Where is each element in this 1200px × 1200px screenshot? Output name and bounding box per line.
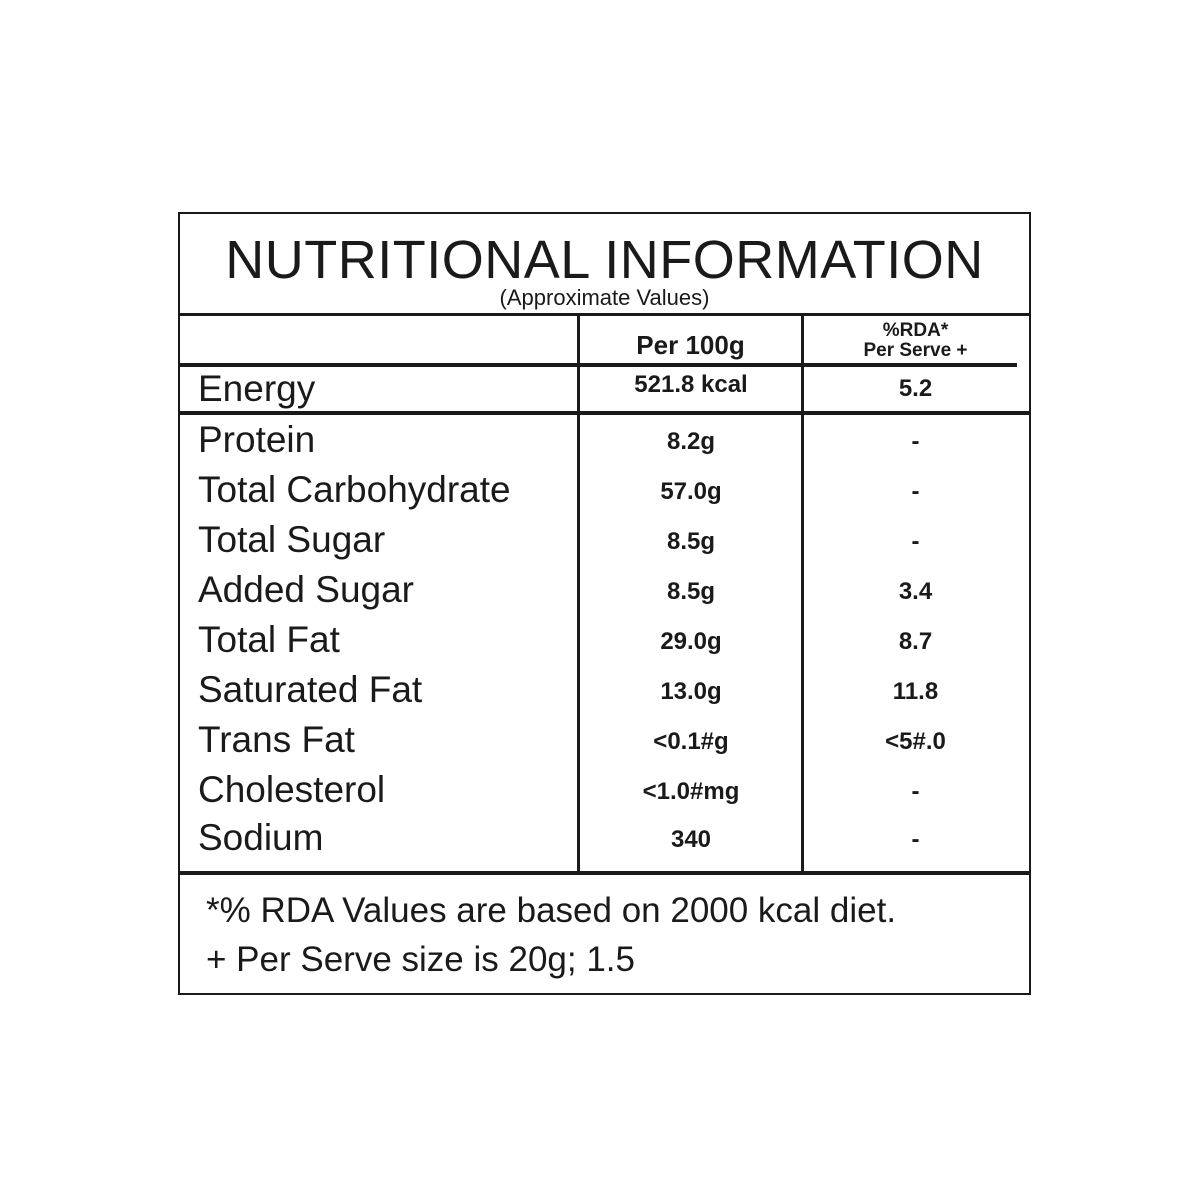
nutrient-per100: 29.0g (660, 628, 722, 655)
nutrient-row-sodium (180, 816, 1029, 866)
nutrient-row-added-sugar (180, 568, 1029, 618)
nutrient-name: Cholesterol (198, 769, 386, 810)
nutrient-per100: <0.1#g (653, 728, 729, 755)
nutrient-name: Protein (198, 419, 316, 460)
energy-rda: 5.2 (898, 375, 933, 402)
nutrient-rda: 3.4 (898, 578, 933, 605)
nutrient-per100: 8.5g (666, 578, 716, 605)
column-header-rda-line2: Per Serve + (863, 340, 968, 361)
nutrient-name: Total Sugar (198, 519, 386, 560)
nutrient-row-cholesterol (180, 768, 1029, 818)
nutrient-rda: - (911, 528, 920, 555)
nutrient-name: Saturated Fat (198, 669, 423, 710)
nutrient-rda: - (911, 778, 920, 805)
nutrient-per100: 8.2g (666, 428, 716, 455)
nutrient-rda: 8.7 (898, 628, 933, 655)
nutrient-rda: - (911, 478, 920, 505)
nutrient-rda: - (911, 428, 920, 455)
title-divider (180, 313, 1029, 316)
nutrient-name: Trans Fat (198, 719, 355, 760)
energy-row (180, 367, 1029, 417)
nutrient-row-total-sugar (180, 518, 1029, 568)
nutrient-row-saturated-fat (180, 668, 1029, 718)
energy-divider (180, 411, 1029, 415)
column-header-per100: Per 100g (636, 330, 745, 360)
nutrient-row-total-fat (180, 618, 1029, 668)
nutrient-row-trans-fat (180, 718, 1029, 768)
nutrient-per100: 57.0g (660, 478, 722, 505)
footnote-serve-size: + Per Serve size is 20g; 1.5 (206, 940, 635, 979)
nutrient-rda: <5#.0 (885, 728, 946, 755)
nutrition-label (178, 212, 1031, 995)
nutrient-name: Total Carbohydrate (198, 469, 511, 510)
energy-label: Energy (198, 368, 316, 409)
nutrient-rda: 11.8 (892, 678, 939, 705)
energy-per100: 521.8 kcal (634, 371, 748, 398)
nutrient-per100: 340 (670, 826, 712, 853)
column-header-rda (804, 321, 1027, 361)
nutrient-per100: <1.0#mg (642, 778, 740, 805)
nutrient-name: Sodium (198, 817, 324, 858)
nutrient-name: Total Fat (198, 619, 340, 660)
footnote-rda: *% RDA Values are based on 2000 kcal diet. (206, 891, 897, 930)
label-title: NUTRITIONAL INFORMATION (225, 230, 984, 290)
nutrient-row-total-carbohydrate (180, 468, 1029, 518)
nutrient-name: Added Sugar (198, 569, 415, 610)
column-header-rda-line1: %RDA* (882, 320, 949, 341)
nutrient-rda: - (911, 826, 920, 853)
nutrient-per100: 8.5g (666, 528, 716, 555)
nutrient-row-protein (180, 418, 1029, 468)
label-subtitle: (Approximate Values) (499, 285, 710, 310)
nutrient-per100: 13.0g (660, 678, 722, 705)
footnote-divider (180, 871, 1029, 875)
